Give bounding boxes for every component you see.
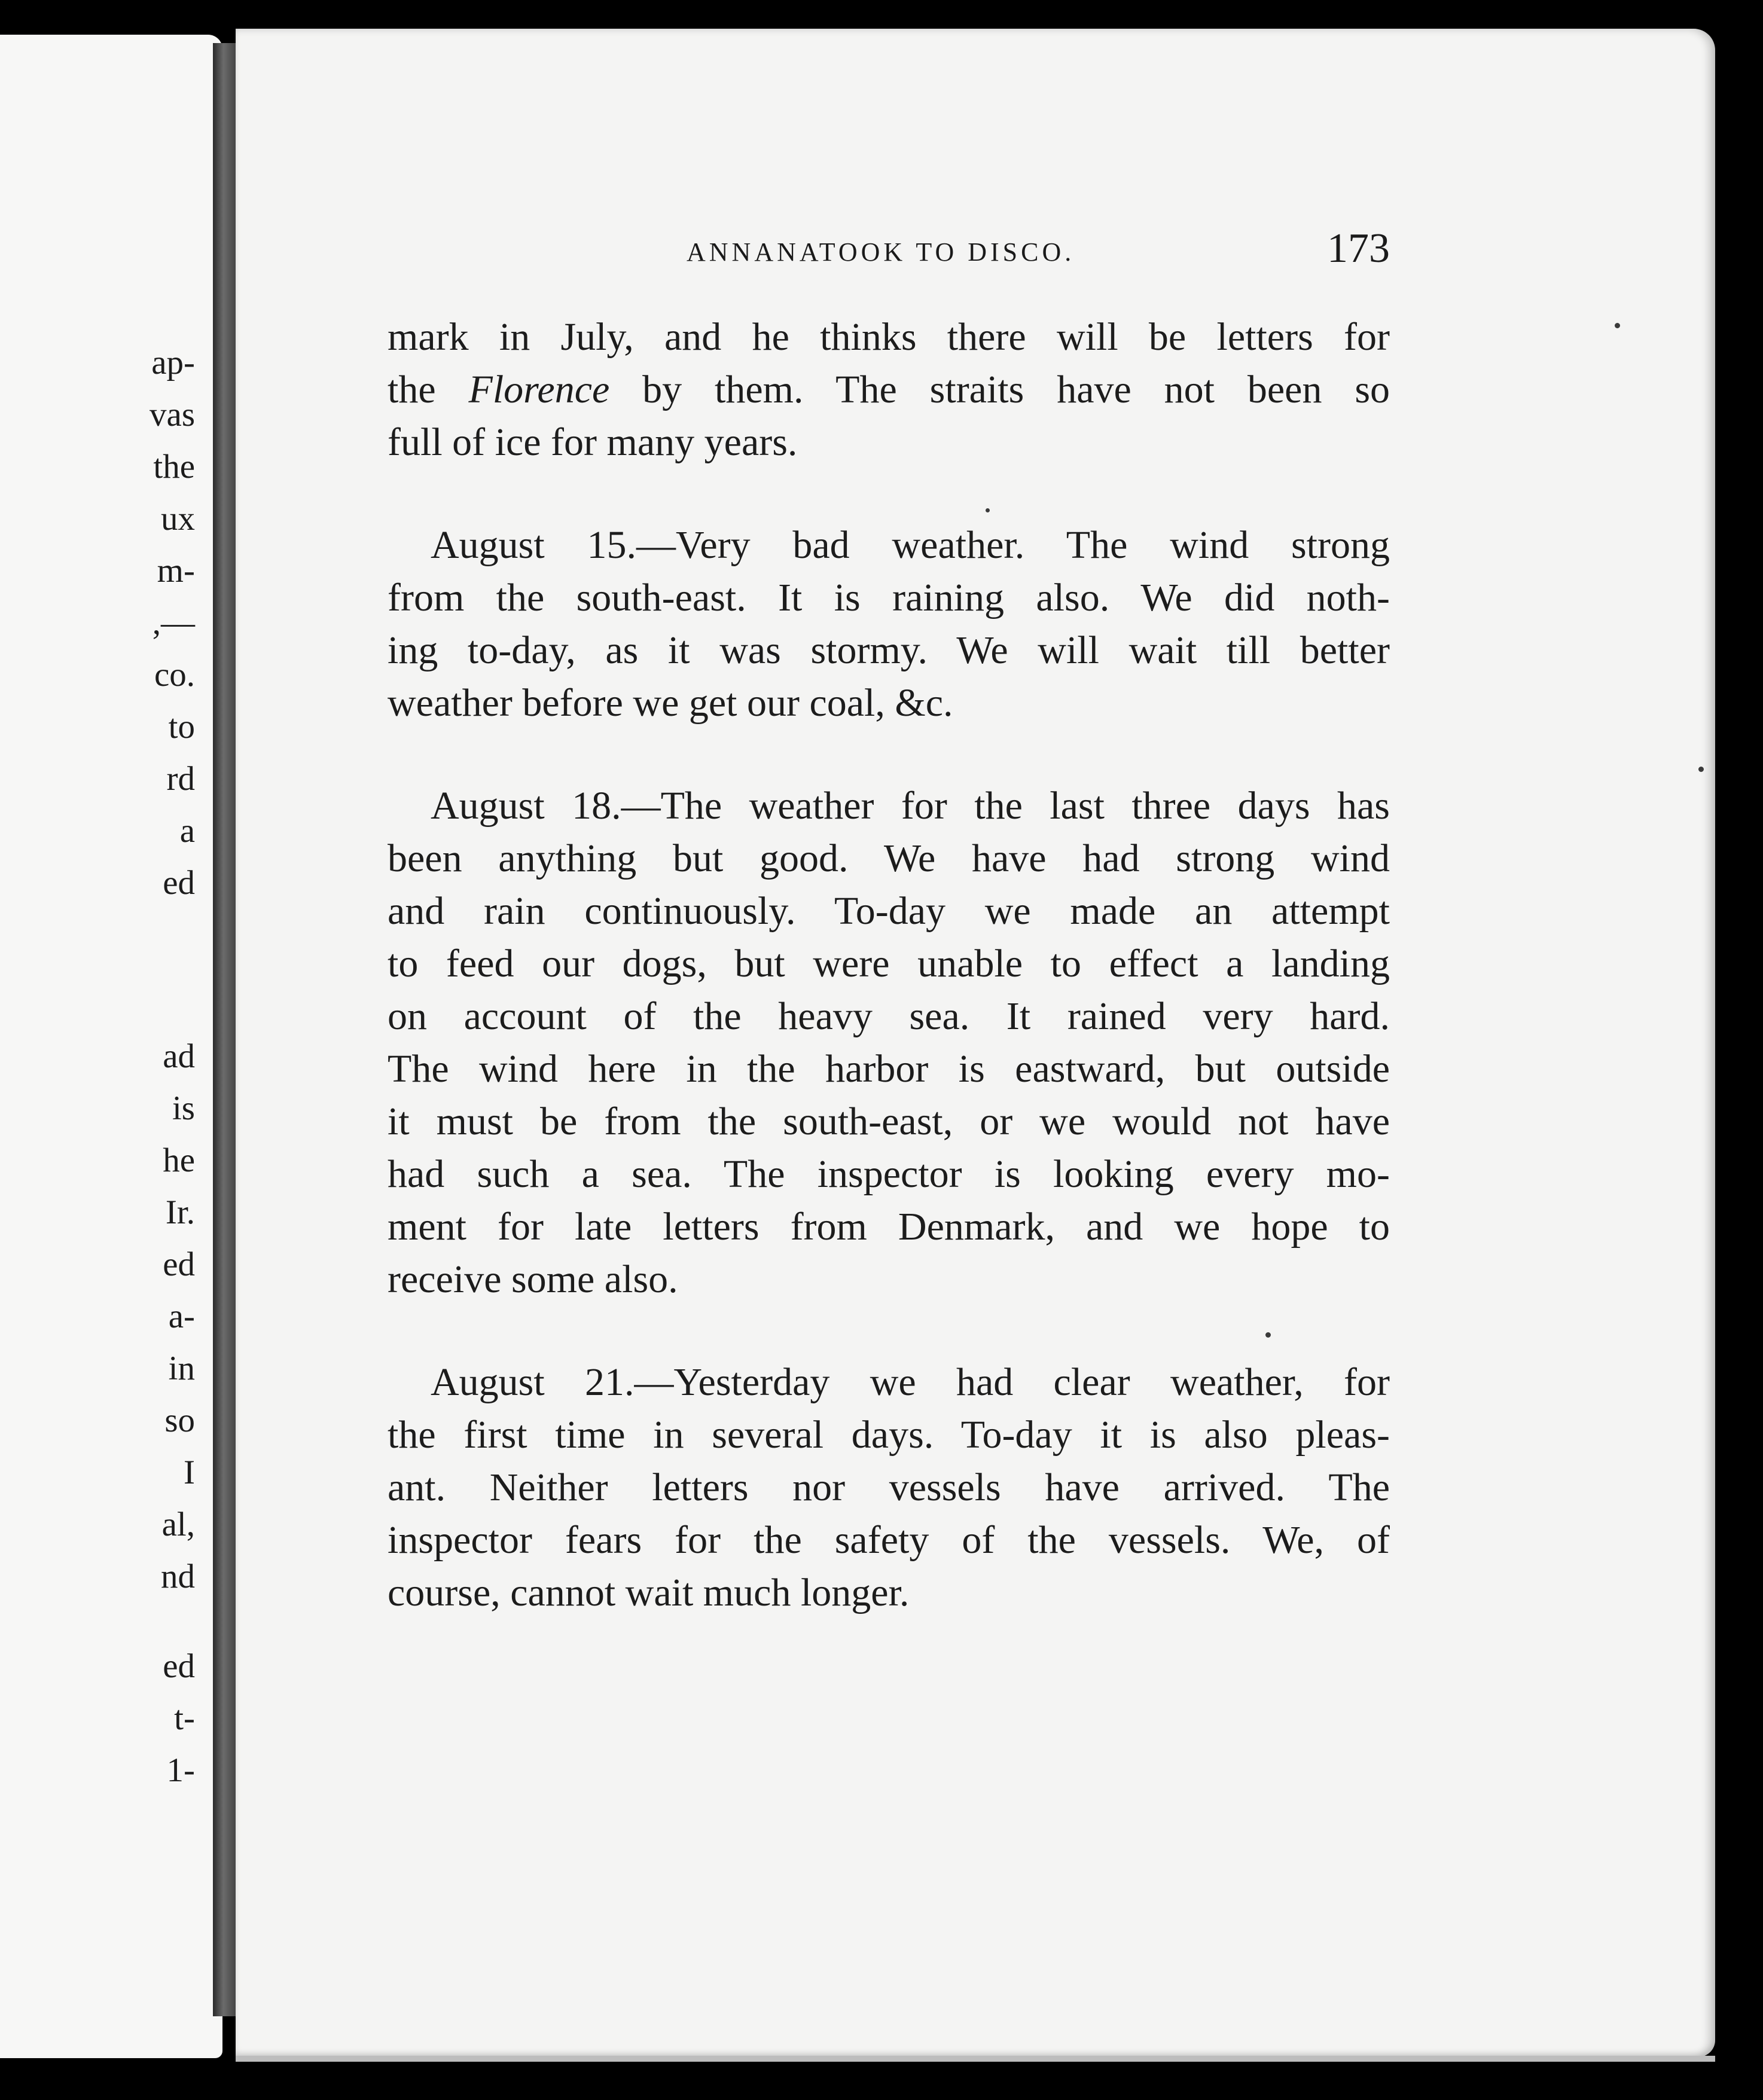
facing-page-fragment: in xyxy=(168,1350,195,1387)
facing-page-fragment: nd xyxy=(161,1558,195,1595)
text-line: August 21.—Yesterday we had clear weather, for xyxy=(431,1360,1390,1404)
text-line: receive some also. xyxy=(388,1257,678,1301)
facing-page-fragment: al, xyxy=(161,1506,195,1543)
text-segment: the xyxy=(388,368,469,411)
facing-page-fragment: ap- xyxy=(151,344,195,381)
facing-page-fragment: ad xyxy=(163,1037,195,1075)
text-line: The wind here in the harbor is eastward, but outside xyxy=(388,1047,1390,1091)
text-line xyxy=(388,364,1390,416)
facing-page-fragment: ux xyxy=(161,500,195,538)
text-line: been anything but good. We have had strong wind xyxy=(388,837,1390,880)
facing-page-fragment: t- xyxy=(174,1699,195,1737)
facing-page-fragment: 1- xyxy=(166,1751,195,1789)
running-head-title: ANNANATOOK TO DISCO. xyxy=(687,237,1075,267)
text-line: it must be from the south-east, or we would not have xyxy=(388,1100,1390,1143)
text-line: on account of the heavy sea. It rained very hard. xyxy=(388,994,1390,1038)
text-line: full of ice for many years. xyxy=(388,420,798,464)
text-line: ant. Neither letters nor vessels have arrived. The xyxy=(388,1466,1390,1509)
text-line: and rain continuously. To-day we made an attempt xyxy=(388,889,1390,933)
text-line: weather before we get our coal, &c. xyxy=(388,681,953,725)
facing-page-fragment: is xyxy=(172,1089,195,1127)
facing-page-fragment: co. xyxy=(154,656,195,694)
facing-page-fragment: m- xyxy=(157,552,195,590)
page-bottom-edge xyxy=(236,2056,1715,2062)
body-text xyxy=(388,311,1390,1619)
text-line: to feed our dogs, but were unable to effect a landing xyxy=(388,942,1390,985)
dust-speck xyxy=(1698,767,1704,772)
page-number: 173 xyxy=(1327,225,1390,271)
text-line: ment for late letters from Denmark, and we hope to xyxy=(388,1205,1390,1249)
text-line: the first time in several days. To-day it is also pleas- xyxy=(388,1413,1390,1457)
facing-page-fragment: ed xyxy=(163,864,195,902)
facing-page-fragment: Ir. xyxy=(165,1194,195,1231)
text-line: mark in July, and he thinks there will be letters for xyxy=(388,315,1390,359)
facing-page-fragment: I xyxy=(184,1454,195,1491)
facing-page-fragment: a xyxy=(179,812,195,850)
paragraph-gap xyxy=(388,469,1390,519)
facing-page xyxy=(0,35,222,2058)
facing-page-fragment: a- xyxy=(168,1298,195,1335)
text-line: inspector fears for the safety of the vessels. We, of xyxy=(388,1518,1390,1562)
facing-page-fragment: to xyxy=(168,708,195,746)
text-line: course, cannot wait much longer. xyxy=(388,1571,910,1614)
facing-page-fragment: vas xyxy=(150,396,195,434)
facing-page-fragment: rd xyxy=(166,760,195,798)
facing-page-fragment: so xyxy=(164,1402,195,1439)
text-line: August 18.—The weather for the last three days has xyxy=(431,784,1390,828)
text-line: August 15.—Very bad weather. The wind strong xyxy=(431,523,1390,567)
facing-page-fragment: ,— xyxy=(152,604,195,642)
paragraph-gap xyxy=(388,1306,1390,1356)
facing-page-fragment: ed xyxy=(163,1246,195,1283)
facing-page-fragment: ed xyxy=(163,1647,195,1685)
text-segment: by them. The straits have not been so xyxy=(609,368,1390,411)
paragraph-gap xyxy=(388,729,1390,780)
facing-page-fragment: the xyxy=(153,448,195,486)
running-head xyxy=(453,215,1390,287)
dust-speck xyxy=(1615,323,1620,328)
text-line: from the south-east. It is raining also. We did noth- xyxy=(388,576,1390,619)
facing-page-fragment: he xyxy=(163,1141,195,1179)
ship-name: Florence xyxy=(468,368,610,411)
text-line: had such a sea. The inspector is looking every mo- xyxy=(388,1152,1390,1196)
text-line: ing to-day, as it was stormy. We will wait till better xyxy=(388,628,1390,672)
